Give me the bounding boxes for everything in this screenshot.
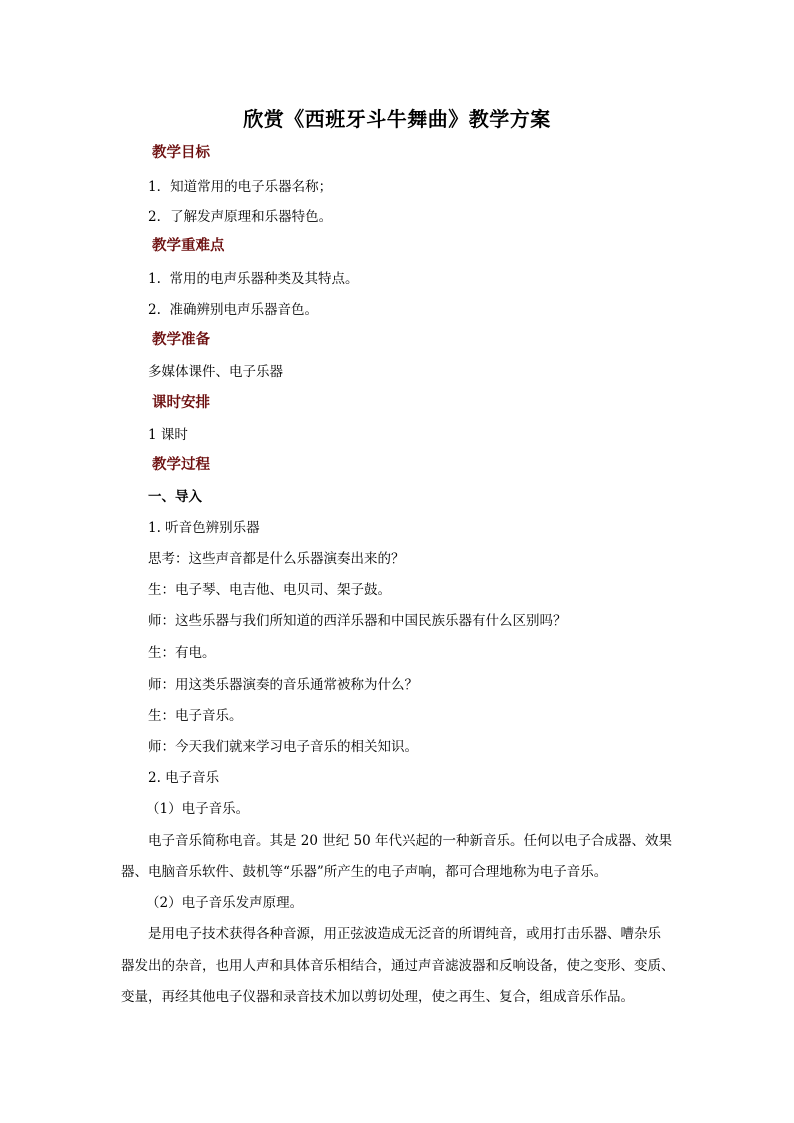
- subsection2-title: （2）电子音乐发声原理。: [146, 895, 304, 911]
- dialogue-line: 思考：这些声音都是什么乐器演奏出来的？: [148, 551, 405, 567]
- preparation-text: 多媒体课件、电子乐器: [148, 364, 283, 380]
- objective-item-2: 2．了解发声原理和乐器特色。: [148, 209, 333, 225]
- process-step1-title: 1. 听音色辨别乐器: [148, 520, 260, 536]
- heading-schedule: 课时安排: [152, 394, 210, 411]
- heading-objectives: 教学目标: [152, 144, 210, 161]
- paragraph-line: 变量，再经其他电子仪器和录音技术加以剪切处理，使之再生、复合，组成音乐作品。: [121, 989, 634, 1005]
- objective-item-1: 1．知道常用的电子乐器名称；: [148, 179, 333, 195]
- key-point-item-2: 2. 准确辨别电声乐器音色。: [148, 302, 318, 318]
- key-point-item-1: 1. 常用的电声乐器种类及其特点。: [148, 271, 359, 287]
- page-title: 欣赏《西班牙斗牛舞曲》教学方案: [243, 107, 551, 131]
- paragraph-line: 器发出的杂音，也用人声和具体音乐相结合，通过声音滤波器和反响设备，使之变形、变质、: [121, 958, 675, 974]
- process-part1-title: 一、导入: [148, 489, 202, 505]
- schedule-text: 1 课时: [148, 427, 188, 443]
- heading-preparation: 教学准备: [152, 331, 210, 348]
- heading-key-points: 教学重难点: [152, 237, 225, 254]
- paragraph-line: 是用电子技术获得各种音源，用正弦波造成无泛音的所谓纯音，或用打击乐器、嘈杂乐: [148, 926, 661, 942]
- dialogue-line: 生：电子音乐。: [148, 708, 243, 724]
- dialogue-line: 师：用这类乐器演奏的音乐通常被称为什么？: [148, 677, 418, 693]
- dialogue-line: 生：电子琴、电吉他、电贝司、架子鼓。: [148, 582, 391, 598]
- process-step2-title: 2. 电子音乐: [148, 770, 220, 786]
- heading-process: 教学过程: [152, 456, 210, 473]
- paragraph-line: 电子音乐简称电音。其是 20 世纪 50 年代兴起的一种新音乐。任何以电子合成器、效果: [148, 833, 673, 849]
- dialogue-line: 师：今天我们就来学习电子音乐的相关知识。: [148, 739, 418, 755]
- subsection1-title: （1）电子音乐。: [146, 801, 250, 817]
- paragraph-line: 器、电脑音乐软件、鼓机等“乐器”所产生的电子声响，都可合理地称为电子音乐。: [121, 864, 608, 880]
- dialogue-line: 生：有电。: [148, 645, 216, 661]
- dialogue-line: 师：这些乐器与我们所知道的西洋乐器和中国民族乐器有什么区别吗？: [148, 613, 567, 629]
